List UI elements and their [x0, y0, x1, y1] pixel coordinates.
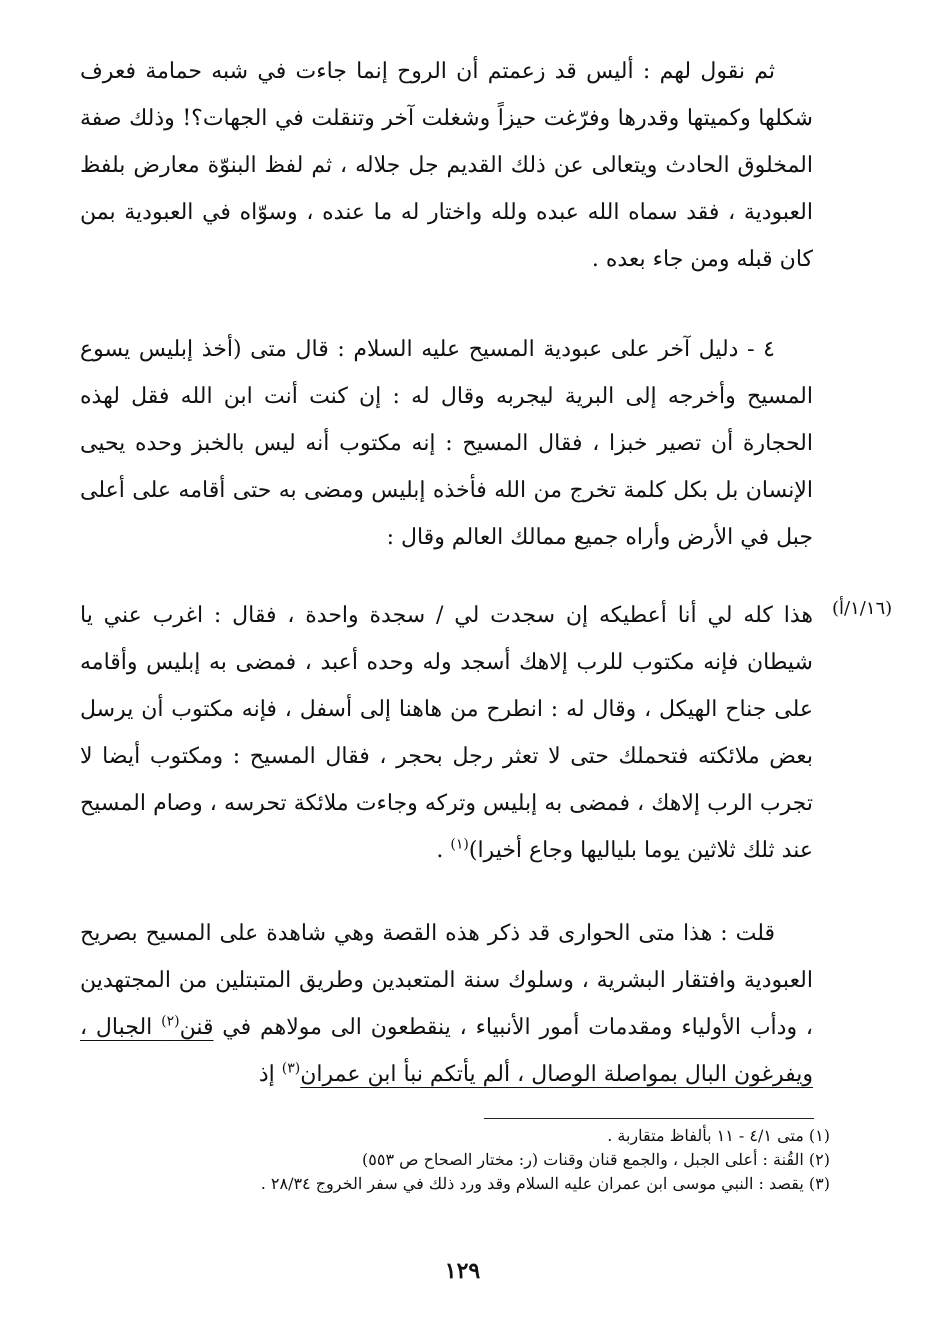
footnote-2: (٢) القُنة : أعلى الجبل ، والجمع قنان وقنات (ر: مختار الصحاح ص ٥٥٣) [362, 1150, 830, 1169]
paragraph-4-text-mid: الجبال ، ويفرغون البال بمواصلة الوصال ، ألم يأتكم نبأ ابن عمران [80, 1015, 813, 1087]
footnotes [200, 1124, 830, 1196]
paragraph-1: ثم نقول لهم : أليس قد زعمتم أن الروح إنما جاءت في شبه حمامة فعرف شكلها وكميتها وقدرها وفرّغت حيزاً وشغلت آخر وتنقلت في الجهات؟! وذلك صفة المخلوق الحادث ويتعالى عن ذلك القديم جل جلاله ، ثم لفظ البنوّة معارض بلفظ العبودية ، فقد سماه الله عبده ولله واختار له ما عنده ، وسوّاه في العبودية بمن كان قبله ومن جاء بعده . [80, 59, 813, 272]
footnote-1: (١) متى ٤/١ - ١١ بألفاظ متقاربة . [607, 1126, 830, 1145]
paragraph-3-text: هذا كله لي أنا أعطيكه إن سجدت لي / سجدة واحدة ، فقال : اغرب عني يا شيطان فإنه مكتوب للرب إلاهك أسجد وله وحده أعبد ، فمضى به إبليس وأقامه على جناح الهيكل ، وقال له : انطرح من هاهنا إلى أسفل ، فإنه مكتوب أن يرسل بعض ملائكته فتحملك حتى لا تعثر رجل بحجر ، فقال المسيح : ومكتوب أيضا لا تجرب الرب إلاهك ، فمضى به إبليس وتركه وجاءت ملائكة تحرسه ، وصام المسيح عند ثلك ثلاثين يوما بلياليها وجاع أخيرا) [80, 603, 813, 863]
paragraph-4-text-start: قلت : هذا متى الحوارى قد ذكر هذه القصة وهي شاهدة على المسيح بصريح العبودية وافتقار البشرية ، وسلوك سنة المتعبدين وطريق المتبتلين من المجتهدين ، ودأب الأولياء ومقدمات أمور الأنبياء ، ينقطعون الى مولاهم في [80, 921, 813, 1040]
footnote-3: (٣) يقصد : النبي موسى ابن عمران عليه السلام وقد ورد ذلك في سفر الخروج ٢٨/٣٤ . [260, 1174, 830, 1193]
page-number: ١٢٩ [444, 1258, 481, 1284]
footnote-ref-2: (٢) [161, 1013, 180, 1030]
manuscript-folio-reference: (١/١٦/أ) [832, 598, 893, 619]
paragraph-4-text-end: إذ [258, 1062, 282, 1087]
paragraph-3-end: . [436, 838, 451, 863]
footnote-ref-3: (٣) [281, 1060, 301, 1077]
paragraph-2: ٤ - دليل آخر على عبودية المسيح عليه السلام : قال متى (أخذ إبليس يسوع المسيح وأخرجه إلى البرية ليجربه وقال له : إن كنت أنت ابن الله فقل لهذه الحجارة أن تصير خبزا ، فقال المسيح : إنه مكتوب أنه ليس بالخبز وحده يحيى الإنسان بل بكل كلمة تخرج من الله فأخذه إبليس ومضى به حتى أقامه على أعلى جبل في الأرض وأراه جميع ممالك العالم وقال : [80, 337, 813, 550]
paragraph-4-word: قنن [179, 1015, 214, 1040]
paragraph-4 [80, 910, 813, 1098]
footnote-divider [484, 1118, 814, 1119]
footnote-ref-1: (١) [450, 836, 469, 853]
paragraph-3 [80, 592, 813, 874]
